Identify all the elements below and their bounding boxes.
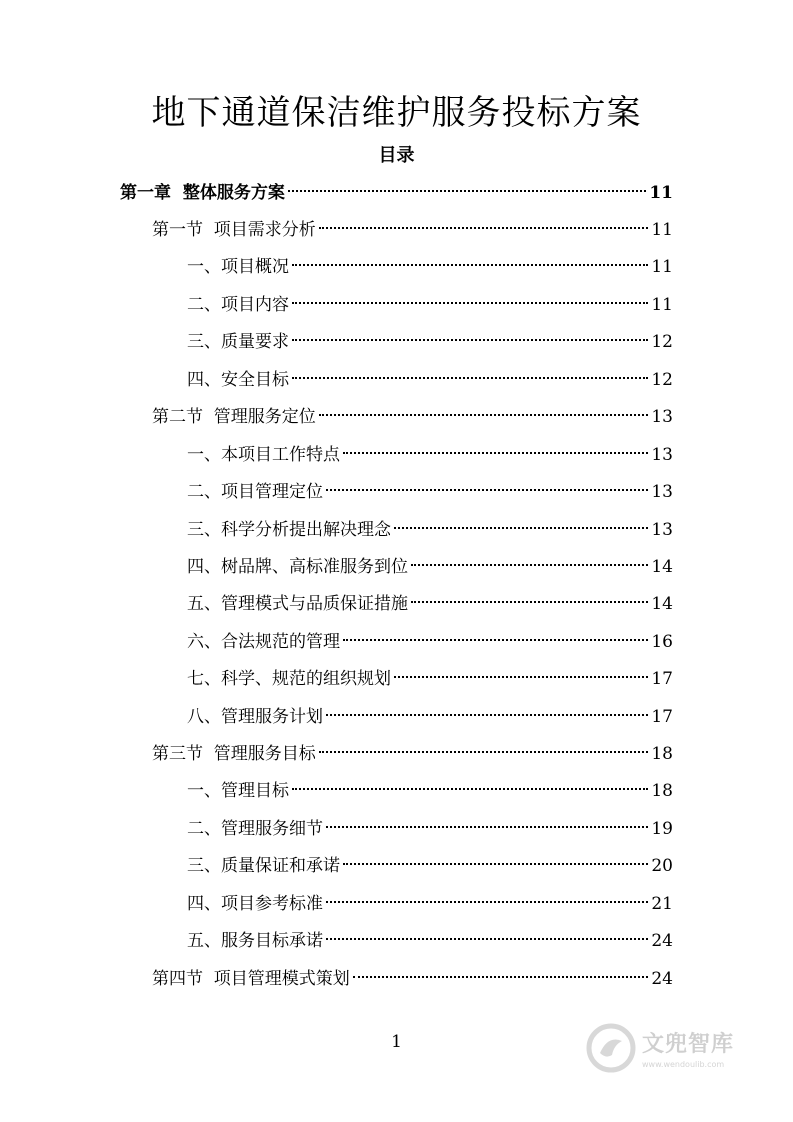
toc-leader-dots [292, 339, 648, 341]
toc-entry-page: 18 [651, 744, 673, 764]
toc-entry-page: 11 [651, 220, 673, 240]
toc-entry-label: 一、项目概况 [187, 257, 289, 277]
toc-entry-page: 11 [651, 257, 673, 277]
toc-entry-label: 三、质量保证和承诺 [187, 856, 340, 876]
wendouzhiku-logo-icon [586, 1023, 636, 1073]
toc-entry-page: 20 [651, 856, 673, 876]
toc-entry-label: 三、质量要求 [187, 332, 289, 352]
toc-entry-label: 六、合法规范的管理 [187, 632, 340, 652]
toc-entry-page: 16 [651, 632, 673, 652]
toc-entry-page: 14 [651, 594, 673, 614]
toc-entry-page: 12 [651, 370, 673, 390]
toc-entry[interactable] [187, 848, 673, 885]
toc-leader-dots [353, 976, 649, 978]
toc-entry-page: 17 [651, 707, 673, 727]
toc-entry[interactable] [187, 624, 673, 661]
toc-entry-label: 四、安全目标 [187, 370, 289, 390]
toc-leader-dots [292, 377, 648, 379]
toc-entry-label: 五、服务目标承诺 [187, 931, 323, 951]
toc-entry-page: 13 [651, 482, 673, 502]
toc-leader-dots [319, 414, 649, 416]
toc-entry-page: 13 [651, 520, 673, 540]
toc-leader-dots [343, 639, 648, 641]
toc-entry[interactable] [187, 362, 673, 399]
toc-entry-page: 14 [651, 557, 673, 577]
toc-leader-dots [343, 863, 648, 865]
toc-leader-dots [319, 227, 649, 229]
toc-leader-dots [394, 527, 648, 529]
toc-entry-label: 第一节 项目需求分析 [152, 220, 316, 240]
toc-entry-page: 11 [649, 183, 673, 203]
toc-entry-label: 二、管理服务细节 [187, 819, 323, 839]
toc-entry-label: 七、科学、规范的组织规划 [187, 669, 391, 689]
toc-leader-dots [292, 302, 648, 304]
toc-leader-dots [411, 564, 648, 566]
toc-entry-label: 五、管理模式与品质保证措施 [187, 594, 408, 614]
toc-entry-label: 八、管理服务计划 [187, 707, 323, 727]
toc-leader-dots [326, 901, 648, 903]
toc-entry-label: 第四节 项目管理模式策划 [152, 969, 350, 989]
toc-entry-page: 13 [651, 445, 673, 465]
toc-entry-page: 24 [651, 969, 673, 989]
toc-leader-dots [326, 826, 648, 828]
toc-entry-label: 二、项目内容 [187, 295, 289, 315]
toc-entry[interactable] [187, 811, 673, 848]
watermark-name: 文兜智库 [642, 1032, 735, 1057]
toc-leader-dots [326, 714, 648, 716]
toc-entry-page: 24 [651, 931, 673, 951]
toc-entry-label: 二、项目管理定位 [187, 482, 323, 502]
toc-entry[interactable] [187, 549, 673, 586]
toc-entry-label: 第三节 管理服务目标 [152, 744, 316, 764]
document-title: 地下通道保洁维护服务投标方案 [151, 93, 642, 133]
page-number: 1 [391, 1032, 402, 1052]
toc-entry-label: 第一章 整体服务方案 [120, 183, 285, 203]
toc-entry[interactable] [187, 661, 673, 698]
toc-entry-page: 12 [651, 332, 673, 352]
watermark [586, 1020, 766, 1076]
toc-entry-label: 第二节 管理服务定位 [152, 407, 316, 427]
toc-entry[interactable] [187, 437, 673, 474]
toc-leader-dots [394, 676, 648, 678]
toc-entry-page: 18 [651, 781, 673, 801]
toc-heading: 目录 [378, 145, 415, 166]
toc-entry[interactable] [187, 586, 673, 623]
toc-entry[interactable] [120, 175, 673, 212]
toc-entry-label: 一、管理目标 [187, 781, 289, 801]
toc-entry[interactable] [152, 736, 673, 773]
toc-leader-dots [326, 938, 648, 940]
watermark-url: www.wendoulib.com [642, 1060, 725, 1069]
toc-leader-dots [319, 751, 649, 753]
toc-entry-page: 13 [651, 407, 673, 427]
toc-entry[interactable] [187, 773, 673, 810]
toc-entry[interactable] [187, 324, 673, 361]
toc-entry-page: 19 [651, 819, 673, 839]
toc-entry[interactable] [152, 961, 673, 998]
toc-leader-dots [292, 788, 648, 790]
toc-leader-dots [343, 452, 648, 454]
toc-entry-page: 11 [651, 295, 673, 315]
toc-entry-label: 三、科学分析提出解决理念 [187, 520, 391, 540]
toc-entry[interactable] [187, 474, 673, 511]
toc-entry-page: 17 [651, 669, 673, 689]
toc-entry[interactable] [152, 212, 673, 249]
toc-leader-dots [288, 190, 646, 192]
toc-entry-page: 21 [651, 894, 673, 914]
toc-entry[interactable] [187, 512, 673, 549]
toc-entry[interactable] [187, 699, 673, 736]
toc-entry-label: 四、树品牌、高标准服务到位 [187, 557, 408, 577]
toc-leader-dots [411, 601, 648, 603]
toc-entry[interactable] [187, 886, 673, 923]
toc-entry-label: 四、项目参考标准 [187, 894, 323, 914]
toc-entry[interactable] [187, 249, 673, 286]
toc-entry[interactable] [152, 399, 673, 436]
toc-entry[interactable] [187, 287, 673, 324]
toc-entry[interactable] [187, 923, 673, 960]
toc-leader-dots [292, 264, 648, 266]
toc-entry-label: 一、本项目工作特点 [187, 445, 340, 465]
toc-leader-dots [326, 489, 648, 491]
